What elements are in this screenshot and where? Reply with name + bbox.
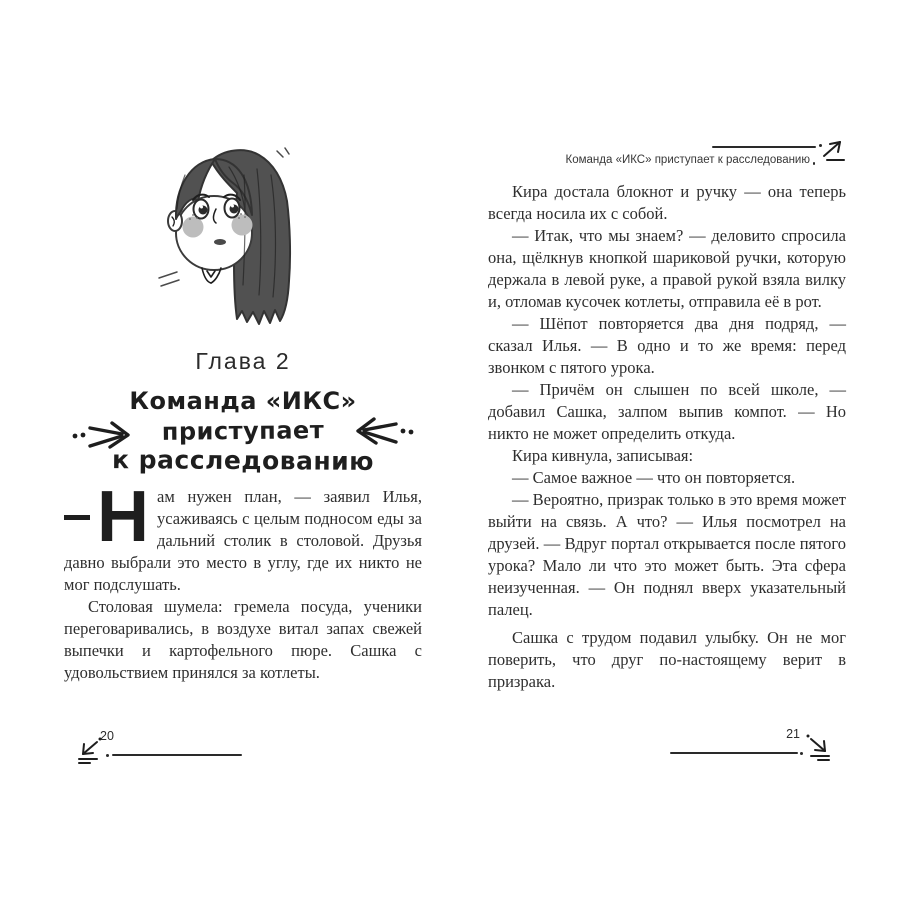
rule-dot (106, 754, 109, 757)
paragraph-text: ам нужен план, — заявил Илья, усаживаясь с целым подносом еды за дальний столик в столовой. Друзья давно выбрали это место в углу, где их никто не мог подслушать. (64, 487, 422, 594)
chapter-title-line: приступает (161, 416, 325, 446)
page-number: 20 (100, 729, 114, 743)
page-left-footer (64, 728, 422, 768)
running-head-text: Команда «ИКС» приступает к расследованию (565, 154, 810, 166)
arrow-doodle-down-left-icon (76, 736, 102, 766)
chapter-title-line: Команда «ИКС» (129, 387, 357, 415)
paragraph: Кира достала блокнот и ручку — она теперь всегда носила их с собой. (488, 182, 846, 223)
arrow-doodle-down-right-icon (806, 733, 832, 763)
paragraph (64, 477, 422, 596)
chapter-title-line: к расследованию (111, 445, 375, 476)
arrow-doodle-up-right-icon (820, 136, 846, 164)
page-left (64, 0, 422, 900)
dialogue-dash (64, 515, 90, 520)
chapter-title (64, 386, 422, 476)
rule-dot (800, 752, 803, 755)
paragraph: Кира кивнула, записывая: (512, 446, 694, 465)
running-head-rule (712, 146, 816, 148)
paragraph: Сашка с трудом подавил улыбку. Он не мог поверить, что друг по-настоящему верит в призрака. (488, 628, 846, 691)
page-right-footer (488, 726, 846, 766)
chapter-label: Глава 2 (195, 348, 291, 374)
paragraph-list (64, 596, 422, 684)
page-right-body (488, 181, 846, 693)
arrow-doodle-left-icon (348, 412, 416, 452)
paragraph: — Вероятно, призрак только в это время может выйти на связь. А что? — Илья посмотрел на друзей. — Вдруг портал открывается после пятого урока? Мало ли что это может быть. Эта сфера неизученная. — Он поднял вверх указательный палец. (488, 490, 846, 619)
paragraph: Столовая шумела: гремела посуда, ученики переговаривались, в воздухе витал запах свежей выпечки и картофельного пюре. Сашка с удовольствием принялся за котлеты. (64, 597, 422, 682)
girl-portrait-illustration (149, 145, 339, 340)
page-right (488, 0, 846, 900)
dropcap-letter: Н (97, 477, 149, 557)
paragraph: — Самое важное — что он повторяется. (512, 468, 796, 487)
girl-portrait-icon (149, 145, 339, 340)
running-head (488, 138, 846, 172)
rule-dot (813, 162, 816, 165)
dropcap (64, 477, 149, 557)
paragraph: — Итак, что мы знаем? — деловито спросила она, щёлкнув кнопкой шариковой ручки, которую держала в левой руке, а правой рукой взяла вилку и, отломав кусочек котлеты, отправила её в рот. (488, 226, 846, 311)
footer-rule (112, 754, 242, 756)
paragraph-list (488, 181, 846, 693)
page-left-body (64, 477, 422, 684)
paragraph: — Шёпот повторяется два дня подряд, — сказал Илья. — В одно и то же время: перед звонком с пятого урока. (488, 314, 846, 377)
footer-rule (670, 752, 798, 754)
page-number: 21 (786, 727, 800, 741)
paragraph: — Причём он слышен по всей школе, — добавил Сашка, залпом выпив компот. — Но никто не может определить откуда. (488, 380, 846, 443)
